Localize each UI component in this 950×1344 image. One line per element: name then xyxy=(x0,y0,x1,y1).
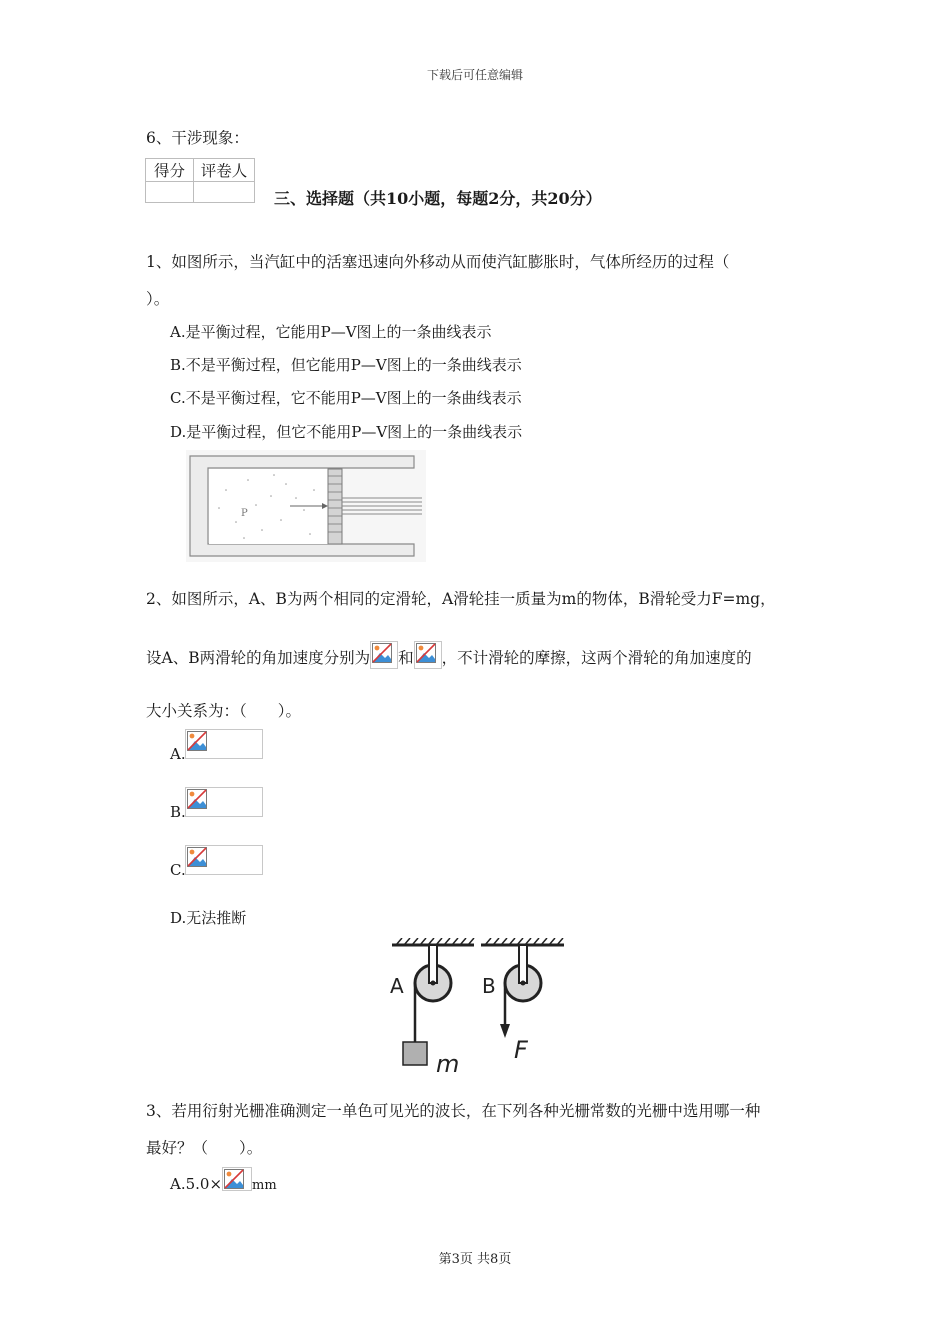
q6-interference-label: 6、干涉现象： xyxy=(146,129,249,147)
mass-label: m xyxy=(436,1050,460,1078)
score-header-grader: 评卷人 xyxy=(194,159,255,182)
broken-image-icon xyxy=(187,731,207,751)
pulley-a-label: A xyxy=(390,974,404,998)
page-header: 下载后可任意编辑 xyxy=(426,68,523,82)
q2-stem-line3: 大小关系为：（ ）。 xyxy=(146,702,302,720)
piston-cylinder-figure xyxy=(186,450,426,562)
exponent-image-placeholder xyxy=(222,1167,252,1191)
q2-option-c[interactable]: C. xyxy=(170,861,186,879)
broken-image-icon xyxy=(187,847,207,867)
q3-stem-line2: 最好？（ ）。 xyxy=(146,1139,263,1157)
q1-option-b[interactable]: B.不是平衡过程，但它能用P—V图上的一条曲线表示 xyxy=(170,356,522,374)
q2-stem-line2-part1: 设A、B两滑轮的角加速度分别为 xyxy=(146,649,371,667)
q2-stem-line2-part3: ，不计滑轮的摩擦，这两个滑轮的角加速度的 xyxy=(441,649,752,667)
q2-option-d[interactable]: D.无法推断 xyxy=(170,909,247,927)
q1-option-d[interactable]: D.是平衡过程，但它不能用P—V图上的一条曲线表示 xyxy=(170,423,523,441)
page-footer: 第3页 共8页 xyxy=(438,1252,512,1267)
broken-image-icon xyxy=(416,643,436,663)
q2-stem-line2-part2: 和 xyxy=(398,649,414,667)
q3-stem-line1: 3、若用衍射光栅准确测定一单色可见光的波长，在下列各种光栅常数的光栅中选用哪一种 xyxy=(146,1102,761,1120)
q2-option-c-image-placeholder[interactable] xyxy=(185,845,263,875)
q2-option-a[interactable]: A. xyxy=(170,745,186,763)
score-cell[interactable] xyxy=(146,182,194,203)
mass-block xyxy=(403,1042,427,1065)
q3-option-a-unit: mm xyxy=(252,1178,277,1193)
force-arrow xyxy=(500,1024,510,1038)
pulley-b-label: B xyxy=(482,974,496,998)
broken-image-icon xyxy=(372,643,392,663)
piston-pressure-label: P xyxy=(241,508,248,519)
broken-image-icon xyxy=(187,789,207,809)
q2-stem-line1: 2、如图所示，A、B为两个相同的定滑轮，A滑轮挂一质量为m的物体，B滑轮受力F=mg， xyxy=(146,590,776,608)
q1-stem-line2: ）。 xyxy=(146,290,170,308)
alpha-b-image-placeholder xyxy=(414,641,442,669)
section-title: 三、选择题（共10小题，每题2分，共20分） xyxy=(274,189,602,208)
grader-cell[interactable] xyxy=(194,182,255,203)
force-label: F xyxy=(514,1036,528,1064)
q2-option-b[interactable]: B. xyxy=(170,803,186,821)
q1-stem-line1: 1、如图所示，当汽缸中的活塞迅速向外移动从而使汽缸膨胀时，气体所经历的过程（ xyxy=(146,253,730,271)
q3-option-a[interactable] xyxy=(170,1173,277,1197)
alpha-a-image-placeholder xyxy=(370,641,398,669)
broken-image-icon xyxy=(224,1169,244,1189)
q3-option-a-prefix: A.5.0× xyxy=(170,1175,223,1193)
q2-option-b-image-placeholder[interactable] xyxy=(185,787,263,817)
q2-option-a-image-placeholder[interactable] xyxy=(185,729,263,759)
q1-option-c[interactable]: C.不是平衡过程，它不能用P—V图上的一条曲线表示 xyxy=(170,389,522,407)
score-header-score: 得分 xyxy=(146,159,194,182)
score-table xyxy=(145,158,255,203)
q2-stem-line2 xyxy=(146,645,752,673)
q1-option-a[interactable]: A.是平衡过程，它能用P—V图上的一条曲线表示 xyxy=(170,323,492,341)
pulley-figure xyxy=(386,938,568,1080)
